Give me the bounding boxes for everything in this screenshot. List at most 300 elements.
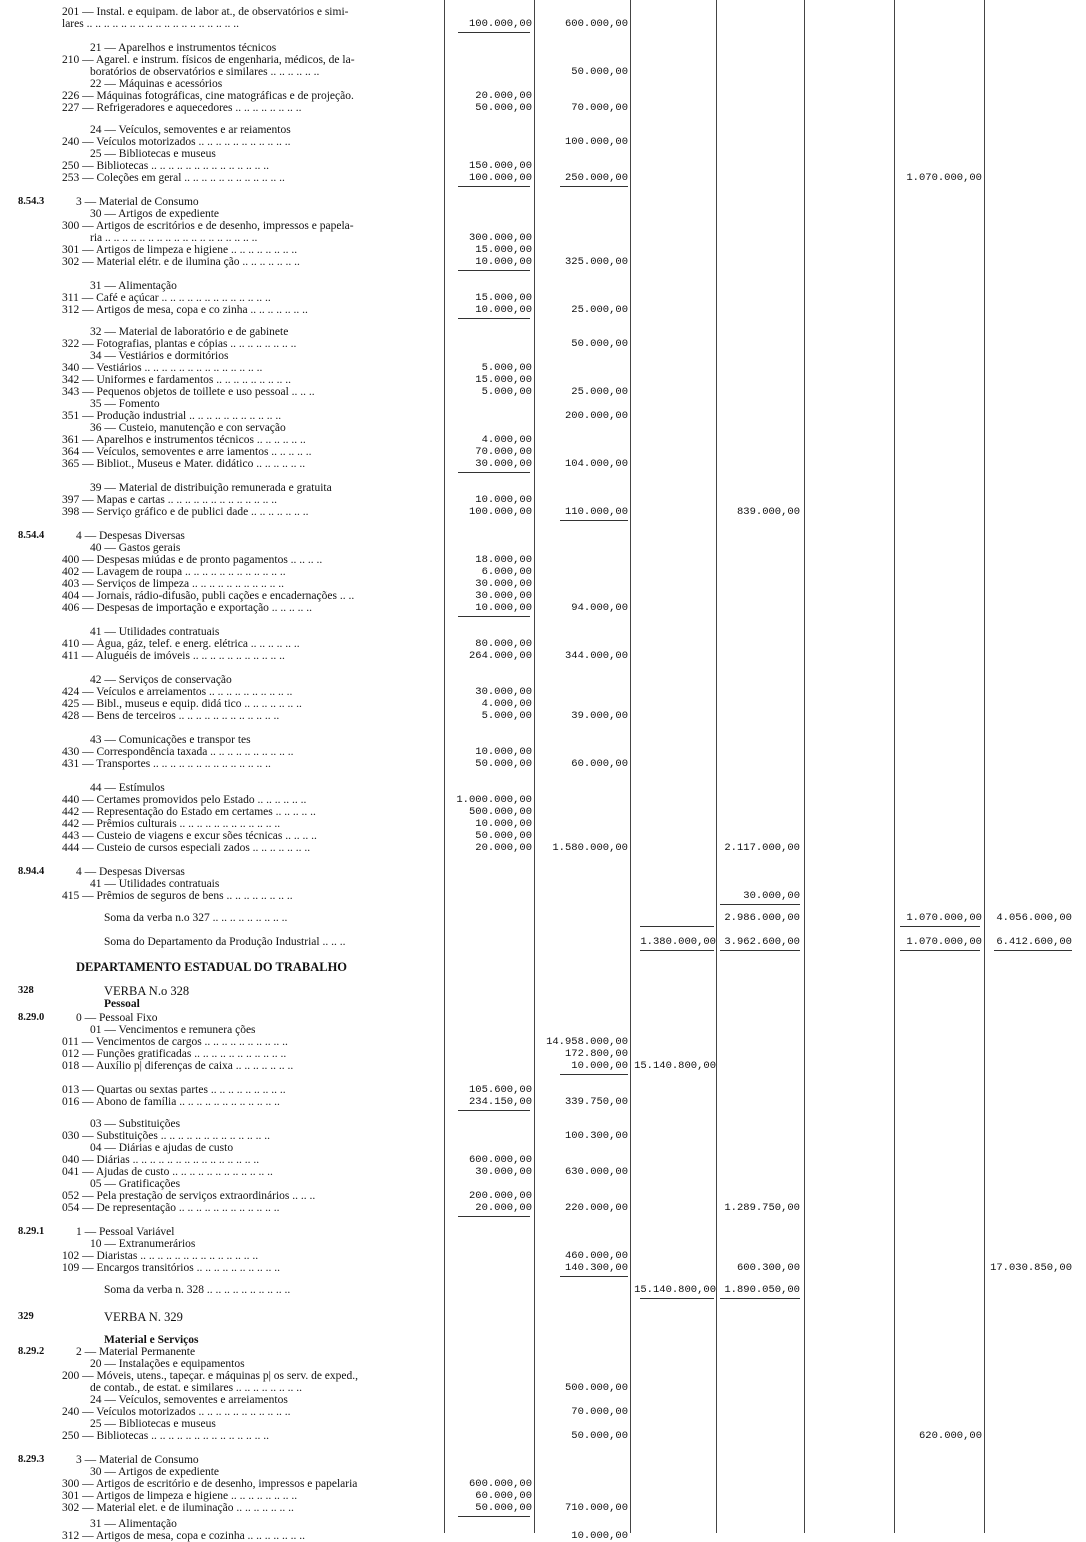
amount-v1: 100.000,00 [468, 172, 532, 184]
row-description: 31 — Alimentação [90, 1518, 177, 1530]
row-description: Soma da verba n. 328 .. .. .. .. .. .. .. .. .. .. [104, 1284, 291, 1296]
ledger-row [0, 160, 1086, 172]
row-description: 406 — Despesas de importação e exportação .. .. .. .. .. [62, 602, 313, 614]
ledger-row [0, 590, 1086, 602]
amount-v2: 70.000,00 [571, 102, 628, 114]
row-code: 8.94.4 [18, 866, 45, 877]
ledger-row [0, 54, 1086, 66]
row-description: 311 — Café e açúcar .. .. .. .. .. .. .. .. .. .. .. .. .. [62, 292, 271, 304]
amount-v1: 10.000,00 [475, 494, 532, 506]
ledger-row [0, 758, 1086, 770]
amount-v2: 50.000,00 [571, 66, 628, 78]
amount-v2: 172.800,00 [564, 1048, 628, 1060]
row-code: 8.54.4 [18, 530, 45, 541]
row-description: 300 — Artigos de escritório e de desenho, impressos e papelaria [62, 1478, 358, 1490]
subtotal-rule [458, 1516, 530, 1517]
ledger-row [0, 482, 1086, 494]
amount-v4: 839.000,00 [736, 506, 800, 518]
subtotal-rule [458, 472, 530, 473]
ledger-row [0, 1478, 1086, 1490]
row-description: 109 — Encargos transitórios .. .. .. .. .. .. .. .. .. .. [62, 1262, 280, 1274]
row-code: 328 [18, 985, 34, 996]
row-description: 250 — Bibliotecas .. .. .. .. .. .. .. .. .. .. .. .. .. .. [62, 1430, 269, 1442]
amount-v1: 18.000,00 [475, 554, 532, 566]
amount-v1: 150.000,00 [468, 160, 532, 172]
amount-v1: 5.000,00 [481, 386, 532, 398]
amount-v4: 1.289.750,00 [724, 1202, 800, 1214]
ledger-row [0, 698, 1086, 710]
total-rule [720, 950, 800, 951]
row-description: 30 — Artigos de expediente [90, 1466, 220, 1478]
row-description: 402 — Lavagem de roupa .. .. .. .. .. .. .. .. .. .. .. .. [62, 566, 286, 578]
row-description: 425 — Bibl., museus e equip. didá tico .. .. .. .. .. .. .. [62, 698, 302, 710]
ledger-row [0, 782, 1086, 794]
row-description: 43 — Comunicações e transpor tes [90, 734, 251, 746]
row-description: 411 — Aluguéis de imóveis .. .. .. .. .. .. .. .. .. .. .. [62, 650, 285, 662]
row-description: 424 — Veículos e arreiamentos .. .. .. .. .. .. .. .. .. .. [62, 686, 293, 698]
row-code: 329 [18, 1311, 34, 1322]
amount-v1: 10.000,00 [475, 602, 532, 614]
ledger-row [0, 960, 1086, 974]
row-description: 40 — Gastos gerais [90, 542, 181, 554]
row-description: 227 — Refrigeradores e aquecedores .. .. .. .. .. .. .. .. [62, 102, 302, 114]
amount-v2: 14.958.000,00 [546, 1036, 628, 1048]
row-description: 41 — Utilidades contratuais [90, 626, 220, 638]
ledger-row [0, 196, 1086, 208]
amount-v1: 50.000,00 [475, 830, 532, 842]
row-description: 351 — Produção industrial .. .. .. .. .. .. .. .. .. .. .. [62, 410, 282, 422]
row-description: 431 — Transportes .. .. .. .. .. .. .. .. .. .. .. .. .. .. [62, 758, 271, 770]
row-description: Soma da verba n.o 327 .. .. .. .. .. .. .. .. .. [104, 912, 288, 924]
ledger-row [0, 1518, 1086, 1530]
ledger-row [0, 304, 1086, 316]
row-description: Material e Serviços [104, 1334, 199, 1346]
amount-v2: 110.000,00 [564, 506, 628, 518]
amount-v2: 460.000,00 [564, 1250, 628, 1262]
row-description: 440 — Certames promovidos pelo Estado .. .. .. .. .. .. [62, 794, 307, 806]
ledger-row [0, 878, 1086, 890]
amount-v2: 220.000,00 [564, 1202, 628, 1214]
row-description: 013 — Quartas ou sextas partes .. .. .. .. .. .. .. .. .. [62, 1084, 286, 1096]
row-description: 052 — Pela prestação de serviços extraordinários .. .. .. [62, 1190, 316, 1202]
amount-v1: 100.000,00 [468, 18, 532, 30]
subtotal-rule [640, 926, 714, 927]
amount-v2: 50.000,00 [571, 338, 628, 350]
ledger-row [0, 1284, 1086, 1296]
amount-v5: 1.070.000,00 [906, 912, 982, 924]
amount-v1: 10.000,00 [475, 746, 532, 758]
amount-v2: 250.000,00 [564, 172, 628, 184]
row-description: 398 — Serviço gráfico e de publici dade .. .. .. .. .. .. .. [62, 506, 309, 518]
row-description: 200 — Móveis, utens., tapeçar. e máquinas p| os serv. de exped., [62, 1370, 359, 1382]
ledger-row [0, 1310, 1086, 1324]
amount-v3: 15.140.800,00 [634, 1284, 716, 1296]
amount-v1: 50.000,00 [475, 102, 532, 114]
row-description: 20 — Instalações e equipamentos [90, 1358, 245, 1370]
row-code: 8.54.3 [18, 196, 45, 207]
ledger-row [0, 422, 1086, 434]
ledger-row [0, 578, 1086, 590]
row-description: 361 — Aparelhos e instrumentos técnicos .. .. .. .. .. .. [62, 434, 306, 446]
row-description: VERBA N.o 328 [104, 984, 190, 998]
amount-v2: 10.000,00 [571, 1530, 628, 1542]
ledger-row [0, 208, 1086, 220]
row-description: 365 — Bibliot., Museus e Mater. didático .. .. .. .. .. .. [62, 458, 306, 470]
amount-v2: 100.300,00 [564, 1130, 628, 1142]
amount-v2: 50.000,00 [571, 1430, 628, 1442]
total-rule [640, 1298, 714, 1299]
subtotal-rule [458, 1110, 530, 1111]
row-description: 012 — Funções gratificadas .. .. .. .. .. .. .. .. .. .. .. [62, 1048, 287, 1060]
amount-v1: 15.000,00 [475, 292, 532, 304]
ledger-row [0, 866, 1086, 878]
amount-v1: 105.600,00 [468, 1084, 532, 1096]
ledger-row [0, 1226, 1086, 1238]
ledger-row [0, 124, 1086, 136]
row-description: 3 — Material de Consumo [76, 196, 199, 208]
ledger-row [0, 90, 1086, 102]
row-description: 301 — Artigos de limpeza e higiene .. .. .. .. .. .. .. .. [62, 244, 298, 256]
ledger-row [0, 398, 1086, 410]
amount-v2: 104.000,00 [564, 458, 628, 470]
row-description: 312 — Artigos de mesa, copa e cozinha .. .. .. .. .. .. .. [62, 1530, 306, 1542]
amount-v2: 25.000,00 [571, 386, 628, 398]
subtotal-rule [458, 270, 530, 271]
amount-v1: 30.000,00 [475, 686, 532, 698]
ledger-row [0, 1418, 1086, 1430]
row-description: 226 — Máquinas fotográficas, cine matográficas e de projeção. [62, 90, 354, 102]
ledger-row [0, 1358, 1086, 1370]
row-description: 102 — Diaristas .. .. .. .. .. .. .. .. .. .. .. .. .. .. [62, 1250, 259, 1262]
row-description: 011 — Vencimentos de cargos .. .. .. .. .. .. .. .. .. .. [62, 1036, 288, 1048]
ledger-row [0, 794, 1086, 806]
ledger-row [0, 1370, 1086, 1382]
amount-v1: 1.000.000,00 [456, 794, 532, 806]
ledger-row [0, 1036, 1086, 1048]
ledger-row [0, 102, 1086, 114]
ledger-row [0, 1238, 1086, 1250]
ledger-row [0, 1190, 1086, 1202]
amount-v1: 300.000,00 [468, 232, 532, 244]
row-code: 8.29.3 [18, 1454, 45, 1465]
row-description: 03 — Substituições [90, 1118, 181, 1130]
ledger-row [0, 1334, 1086, 1346]
amount-v2: 630.000,00 [564, 1166, 628, 1178]
ledger-row [0, 338, 1086, 350]
row-description: Soma do Departamento da Produção Industrial .. .. .. [104, 936, 346, 948]
ledger-row [0, 734, 1086, 746]
row-description: 210 — Agarel. e instrum. físicos de engenharia, médicos, de la- [62, 54, 355, 66]
amount-v4: 1.890.050,00 [724, 1284, 800, 1296]
amount-v1: 30.000,00 [475, 578, 532, 590]
ledger-row [0, 42, 1086, 54]
row-description: 36 — Custeio, manutenção e con servação [90, 422, 286, 434]
amount-v1: 500.000,00 [468, 806, 532, 818]
row-description: 041 — Ajudas de custo .. .. .. .. .. .. .. .. .. .. .. .. [62, 1166, 273, 1178]
amount-v1: 4.000,00 [481, 434, 532, 446]
ledger-row [0, 494, 1086, 506]
amount-v1: 20.000,00 [475, 842, 532, 854]
ledger-row [0, 1096, 1086, 1108]
ledger-row [0, 1084, 1086, 1096]
row-description: 018 — Auxílio p| diferenças de caixa .. .. .. .. .. .. .. [62, 1060, 294, 1072]
amount-v4: 30.000,00 [743, 890, 800, 902]
ledger-row [0, 890, 1086, 902]
total-rule [720, 1298, 800, 1299]
total-rule [994, 950, 1072, 951]
amount-v1: 50.000,00 [475, 758, 532, 770]
ledger-row [0, 362, 1086, 374]
amount-v4: 600.300,00 [736, 1262, 800, 1274]
subtotal-rule [900, 926, 980, 927]
ledger-row [0, 350, 1086, 362]
ledger-row [0, 244, 1086, 256]
ledger-row [0, 1466, 1086, 1478]
row-description: 253 — Coleções em geral .. .. .. .. .. .. .. .. .. .. .. .. [62, 172, 285, 184]
row-description: 39 — Material de distribuição remunerada e gratuita [90, 482, 332, 494]
ledger-row [0, 912, 1086, 924]
ledger-row [0, 806, 1086, 818]
ledger-row [0, 1118, 1086, 1130]
row-description: 400 — Despesas miúdas e de pronto pagamentos .. .. .. .. [62, 554, 323, 566]
row-description: Pessoal [104, 998, 140, 1010]
row-description: 3 — Material de Consumo [76, 1454, 199, 1466]
row-description: 24 — Veículos, semoventes e arreiamentos [90, 1394, 288, 1406]
amount-v2: 1.580.000,00 [552, 842, 628, 854]
row-description: 342 — Uniformes e fardamentos .. .. .. .. .. .. .. .. .. [62, 374, 292, 386]
row-description: 30 — Artigos de expediente [90, 208, 220, 220]
row-description: 04 — Diárias e ajudas de custo [90, 1142, 234, 1154]
ledger-row [0, 434, 1086, 446]
subtotal-rule [560, 186, 628, 187]
ledger-row [0, 1130, 1086, 1142]
ledger-row [0, 6, 1086, 18]
row-description: 10 — Extranumerários [90, 1238, 196, 1250]
amount-v1: 5.000,00 [481, 710, 532, 722]
amount-v1: 60.000,00 [475, 1490, 532, 1502]
row-description: 05 — Gratificações [90, 1178, 181, 1190]
ledger-row [0, 1406, 1086, 1418]
ledger-row [0, 1346, 1086, 1358]
ledger-row [0, 1202, 1086, 1214]
amount-v5: 1.070.000,00 [906, 172, 982, 184]
amount-v6: 17.030.850,00 [990, 1262, 1072, 1274]
row-description: boratórios de observatórios e similares .. .. .. .. .. .. [90, 66, 320, 78]
row-description: 442 — Prêmios culturais .. .. .. .. .. .. .. .. .. .. .. .. [62, 818, 281, 830]
amount-v1: 6.000,00 [481, 566, 532, 578]
amount-v1: 20.000,00 [475, 90, 532, 102]
row-description: 410 — Água, gáz, telef. e energ. elétrica .. .. .. .. .. .. [62, 638, 300, 650]
ledger-row [0, 136, 1086, 148]
row-description: 42 — Serviços de conservação [90, 674, 232, 686]
ledger-row [0, 458, 1086, 470]
subtotal-rule [458, 1216, 530, 1217]
amount-v3: 1.380.000,00 [640, 936, 716, 948]
amount-v1: 15.000,00 [475, 374, 532, 386]
total-rule [900, 950, 980, 951]
row-description: 312 — Artigos de mesa, copa e co zinha .. .. .. .. .. .. .. [62, 304, 308, 316]
ledger-row [0, 1048, 1086, 1060]
row-description: 32 — Material de laboratório e de gabinete [90, 326, 289, 338]
ledger-row [0, 1382, 1086, 1394]
amount-v2: 60.000,00 [571, 758, 628, 770]
ledger-row [0, 554, 1086, 566]
ledger-row [0, 818, 1086, 830]
row-description: de contab., de estat. e similares .. .. .. .. .. .. .. .. [90, 1382, 303, 1394]
ledger-row [0, 1142, 1086, 1154]
row-description: 428 — Bens de terceiros .. .. .. .. .. .. .. .. .. .. .. .. [62, 710, 280, 722]
ledger-row [0, 998, 1086, 1010]
subtotal-rule [560, 1074, 628, 1075]
amount-v5: 620.000,00 [918, 1430, 982, 1442]
amount-v1: 200.000,00 [468, 1190, 532, 1202]
amount-v2: 39.000,00 [571, 710, 628, 722]
amount-v4: 3.962.600,00 [724, 936, 800, 948]
ledger-row [0, 542, 1086, 554]
amount-v2: 200.000,00 [564, 410, 628, 422]
row-description: 24 — Veículos, semoventes e ar reiamentos [90, 124, 291, 136]
row-description: 430 — Correspondência taxada .. .. .. .. .. .. .. .. .. .. [62, 746, 294, 758]
amount-v1: 15.000,00 [475, 244, 532, 256]
row-description: 240 — Veículos motorizados .. .. .. .. .. .. .. .. .. .. .. [62, 1406, 291, 1418]
ledger-row [0, 984, 1086, 998]
subtotal-rule [458, 186, 530, 187]
subtotal-rule [458, 32, 530, 33]
ledger-row [0, 326, 1086, 338]
amount-v4: 2.986.000,00 [724, 912, 800, 924]
subtotal-rule [720, 904, 800, 905]
row-description: 41 — Utilidades contratuais [90, 878, 220, 890]
amount-v1: 4.000,00 [481, 698, 532, 710]
row-description: 443 — Custeio de viagens e excur sões técnicas .. .. .. .. [62, 830, 317, 842]
ledger-row [0, 936, 1086, 948]
row-description: 300 — Artigos de escritórios e de desenho, impressos e papela- [62, 220, 354, 232]
row-description: 4 — Despesas Diversas [76, 530, 185, 542]
subtotal-rule [560, 1276, 628, 1277]
amount-v2: 94.000,00 [571, 602, 628, 614]
ledger-row [0, 1262, 1086, 1274]
row-description: 34 — Vestiários e dormitórios [90, 350, 229, 362]
amount-v1: 264.000,00 [468, 650, 532, 662]
ledger-row [0, 78, 1086, 90]
amount-v1: 10.000,00 [475, 304, 532, 316]
row-code: 8.29.0 [18, 1012, 45, 1023]
ledger-row [0, 626, 1086, 638]
ledger-row [0, 1024, 1086, 1036]
row-description: 35 — Fomento [90, 398, 160, 410]
amount-v1: 10.000,00 [475, 818, 532, 830]
row-description: 054 — De representação .. .. .. .. .. .. .. .. .. .. .. .. [62, 1202, 280, 1214]
amount-v5: 1.070.000,00 [906, 936, 982, 948]
ledger-row [0, 66, 1086, 78]
amount-v3: 15.140.800,00 [634, 1060, 716, 1072]
amount-v1: 50.000,00 [475, 1502, 532, 1514]
row-description: 4 — Despesas Diversas [76, 866, 185, 878]
ledger-row [0, 1154, 1086, 1166]
row-description: 21 — Aparelhos e instrumentos técnicos [90, 42, 277, 54]
row-description: 403 — Serviços de limpeza .. .. .. .. .. .. .. .. .. .. .. [62, 578, 284, 590]
total-rule [640, 950, 714, 951]
ledger-row [0, 842, 1086, 854]
ledger-row [0, 386, 1086, 398]
row-description: 444 — Custeio de cursos especiali zados .. .. .. .. .. .. .. [62, 842, 311, 854]
row-description: 340 — Vestiários .. .. .. .. .. .. .. .. .. .. .. .. .. .. [62, 362, 263, 374]
ledger-row [0, 1430, 1086, 1442]
ledger-row [0, 1178, 1086, 1190]
row-description: 31 — Alimentação [90, 280, 177, 292]
amount-v2: 500.000,00 [564, 1382, 628, 1394]
ledger-row [0, 1012, 1086, 1024]
row-description: 0 — Pessoal Fixo [76, 1012, 158, 1024]
amount-v2: 140.300,00 [564, 1262, 628, 1274]
row-description: 404 — Jornais, rádio-difusão, publi cações e encadernações .. .. [62, 590, 355, 602]
row-description: 322 — Fotografias, plantas e cópias .. .. .. .. .. .. .. .. [62, 338, 297, 350]
subtotal-rule [458, 318, 530, 319]
ledger-row [0, 292, 1086, 304]
amount-v1: 30.000,00 [475, 590, 532, 602]
subtotal-rule [560, 520, 628, 521]
ledger-row [0, 638, 1086, 650]
amount-v1: 80.000,00 [475, 638, 532, 650]
row-description: 22 — Máquinas e acessórios [90, 78, 223, 90]
row-description: 25 — Bibliotecas e museus [90, 148, 216, 160]
ledger-row [0, 674, 1086, 686]
row-description: lares .. .. .. .. .. .. .. .. .. .. .. .. .. .. .. .. .. .. [62, 18, 239, 30]
row-description: 415 — Prêmios de seguros de bens .. .. .. .. .. .. .. .. [62, 890, 293, 902]
row-description: VERBA N. 329 [104, 1310, 183, 1324]
row-description: 2 — Material Permanente [76, 1346, 196, 1358]
amount-v2: 339.750,00 [564, 1096, 628, 1108]
ledger-row [0, 1454, 1086, 1466]
ledger-row [0, 1502, 1086, 1514]
ledger-row [0, 374, 1086, 386]
row-description: 442 — Representação do Estado em certames .. .. .. .. .. [62, 806, 316, 818]
amount-v1: 600.000,00 [468, 1478, 532, 1490]
row-code: 8.29.2 [18, 1346, 45, 1357]
row-description: DEPARTAMENTO ESTADUAL DO TRABALHO [76, 960, 348, 974]
ledger-row [0, 1394, 1086, 1406]
ledger-row [0, 1060, 1086, 1072]
ledger-row [0, 256, 1086, 268]
ledger-row [0, 446, 1086, 458]
ledger-row [0, 650, 1086, 662]
row-description: 364 — Veículos, semoventes e arre iamentos .. .. .. .. .. [62, 446, 312, 458]
ledger-row [0, 710, 1086, 722]
ledger-row [0, 172, 1086, 184]
amount-v2: 325.000,00 [564, 256, 628, 268]
ledger-row [0, 746, 1086, 758]
amount-v1: 10.000,00 [475, 256, 532, 268]
amount-v1: 600.000,00 [468, 1154, 532, 1166]
amount-v6: 4.056.000,00 [996, 912, 1072, 924]
amount-v2: 600.000,00 [564, 18, 628, 30]
ledger-row [0, 280, 1086, 292]
ledger-row [0, 410, 1086, 422]
amount-v1: 20.000,00 [475, 1202, 532, 1214]
amount-v1: 70.000,00 [475, 446, 532, 458]
ledger-row [0, 530, 1086, 542]
row-description: 201 — Instal. e equipam. de labor at., de observatórios e simi- [62, 6, 349, 18]
amount-v1: 30.000,00 [475, 1166, 532, 1178]
row-description: 343 — Pequenos objetos de toillete e uso pessoal .. .. .. [62, 386, 315, 398]
row-description: 016 — Abono de família .. .. .. .. .. .. .. .. .. .. .. .. [62, 1096, 280, 1108]
row-description: ria .. .. .. .. .. .. .. .. .. .. .. .. .. .. .. .. .. .. [90, 232, 258, 244]
ledger-row [0, 1490, 1086, 1502]
row-description: 1 — Pessoal Variável [76, 1226, 175, 1238]
amount-v6: 6.412.600,00 [996, 936, 1072, 948]
ledger-row [0, 1166, 1086, 1178]
amount-v2: 710.000,00 [564, 1502, 628, 1514]
